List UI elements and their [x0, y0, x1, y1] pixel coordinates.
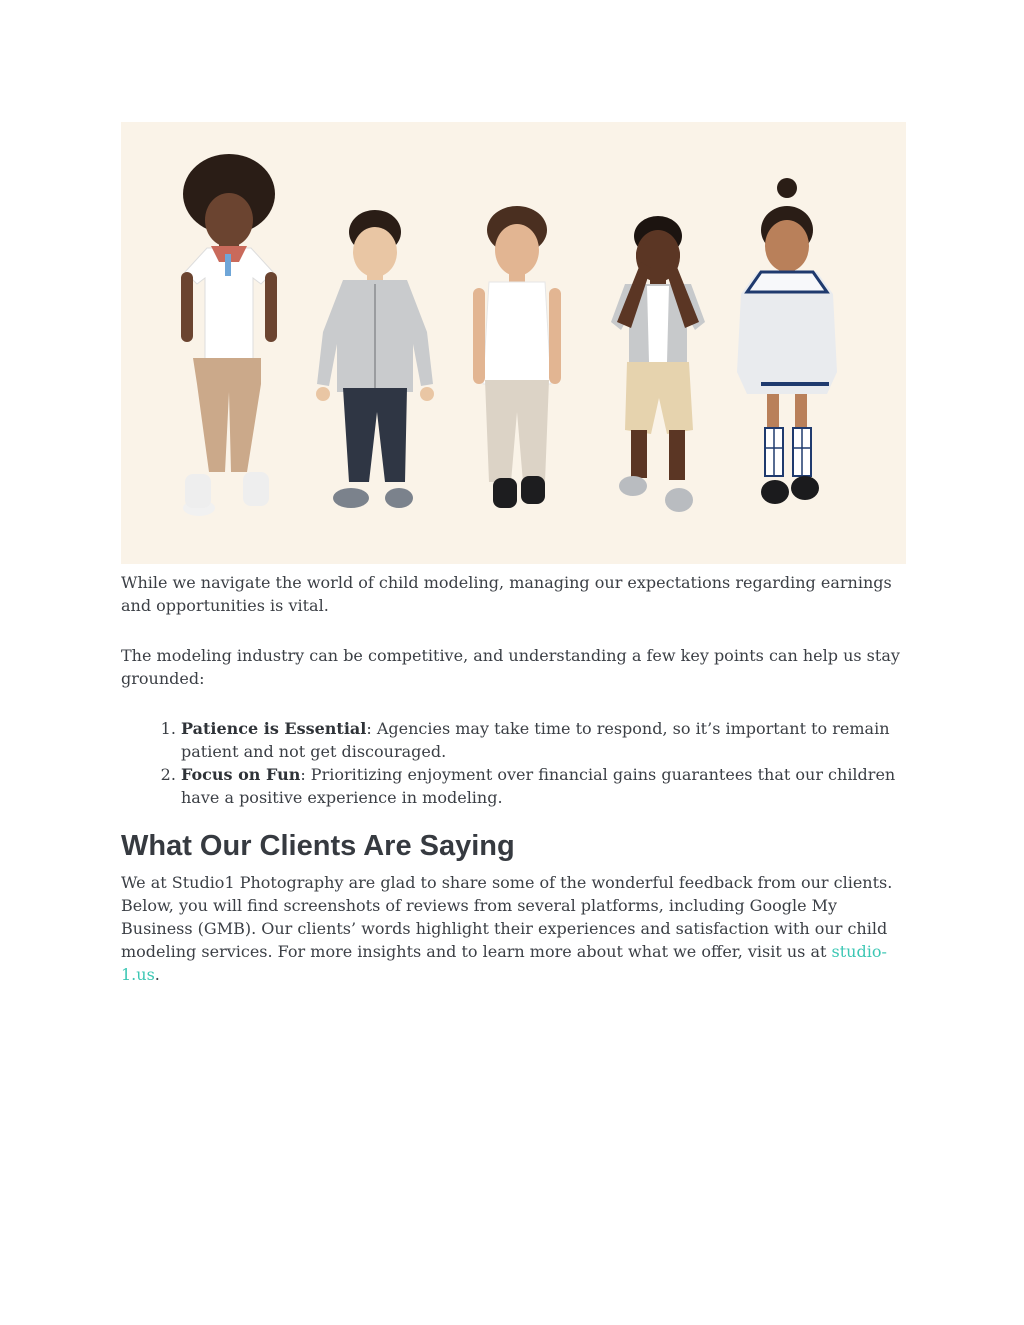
- list-item: [181, 763, 906, 809]
- children-illustration: [121, 122, 906, 564]
- clients-paragraph: [121, 871, 906, 986]
- intro-paragraph-2: The modeling industry can be competitive, and understanding a few key points can help us stay grounded:: [121, 646, 900, 688]
- list-item-title: Focus on Fun: [181, 765, 301, 784]
- hero-image: [121, 122, 906, 564]
- studio-website-link[interactable]: studio-1.us: [121, 942, 887, 984]
- list-item-title: Patience is Essential: [181, 719, 367, 738]
- clients-paragraph-end: .: [154, 965, 160, 984]
- list-item-text: : Prioritizing enjoyment over financial gains guarantees that our children have a positive experience in modeling.: [181, 765, 896, 807]
- list-item: [181, 717, 906, 763]
- clients-paragraph-text: We at Studio1 Photography are glad to share some of the wonderful feedback from our clients. Below, you will find screenshots of reviews from several platforms, including Google My Business (GMB). Our clients’ words highlight their experiences and satisfaction with our child modeling services. For more insights and to learn more about what we offer, visit us at: [121, 873, 893, 961]
- list-item-text: : Agencies may take time to respond, so it’s important to remain patient and not get discouraged.: [181, 719, 890, 761]
- clients-heading: What Our Clients Are Saying: [121, 830, 515, 862]
- document-page: [121, 122, 906, 986]
- intro-paragraph-1: While we navigate the world of child modeling, managing our expectations regarding earnings and opportunities is vital.: [121, 573, 892, 615]
- key-points-list: [121, 717, 906, 809]
